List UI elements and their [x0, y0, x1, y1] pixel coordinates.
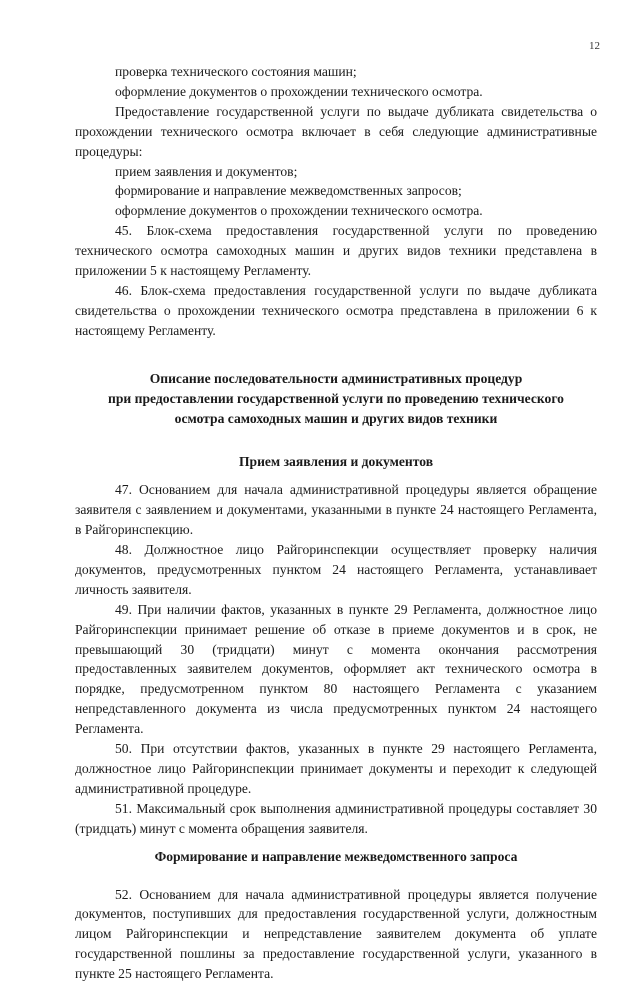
duplicate-item-3: оформление документов о прохождении технического осмотра. [115, 203, 483, 219]
paragraph-48: 48. Должностное лицо Райгоринспекции осуществляет проверку наличия документов, предусмотренных пунктом 24 настоящего Регламента, устанавливает личность заявителя. [75, 542, 597, 597]
intro-line-1: проверка технического состояния машин; [115, 64, 357, 79]
duplicate-item-1: прием заявления и документов; [115, 163, 298, 179]
duplicate-item-2: формирование и направление межведомственных запросов; [115, 183, 462, 199]
paragraph-52: 52. Основанием для начала административной процедуры является получение документов, поступивших для предоставления государственной услуги, должностным лицом Райгоринспекции и непредставление заявителем документа об уплате государственной пошлины за предоставление государственной услуги, указанного в пункте 25 настоящего Регламента. [75, 886, 597, 982]
document-body [75, 62, 597, 984]
paragraph-45: 45. Блок-схема предоставления государственной услуги по проведению технического осмотра самоходных машин и других видов техники представлена в приложении 5 к настоящему Регламенту. [75, 223, 597, 279]
intro-line-2: оформление документов о прохождении технического осмотра. [115, 83, 483, 99]
section-title-line-1: Описание последовательности административных процедур [149, 370, 523, 386]
paragraph-49: 49. При наличии фактов, указанных в пункте 29 Регламента, должностное лицо Райгоринспекции принимает решение об отказе в приеме документов и в срок, не превышающий 30 (тридцати) минут с момента окончания рассмотрения предоставленных заявителем документов, оформляет акт технического осмотра в порядке, предусмотренном пунктом 80 настоящего Регламента с указанием непредставленного документа из числа предусмотренных пунктом 24 настоящего Регламента. [75, 601, 597, 737]
paragraph-duplicate: Предоставление государственной услуги по выдаче дубликата свидетельства о прохождении технического осмотра включает в себя следующие административные процедуры: [75, 103, 597, 159]
section-title-line-2: при предоставлении государственной услуги по проведению технического [108, 390, 564, 406]
paragraph-50: 50. При отсутствии фактов, указанных в пункте 29 настоящего Регламента, должностное лицо Райгоринспекции принимает документы и переходит к следующей административной процедуре. [75, 741, 597, 796]
paragraph-47: 47. Основанием для начала административной процедуры является обращение заявителя с заявлением и документами, указанными в пункте 24 настоящего Регламента, в Райгоринспекцию. [75, 482, 597, 538]
subsection-title-interagency: Формирование и направление межведомственного запроса [154, 848, 518, 864]
section-title [75, 369, 597, 429]
paragraph-46: 46. Блок-схема предоставления государственной услуги по выдаче дубликата свидетельства о прохождении технического осмотра представлена в приложении 6 к настоящему Регламенту. [75, 282, 597, 338]
page-number: 12 [589, 40, 600, 52]
subsection-title-reception: Прием заявления и документов [238, 454, 434, 470]
paragraph-51: 51. Максимальный срок выполнения административной процедуры составляет 30 (тридцать) минут с момента обращения заявителя. [75, 800, 597, 836]
section-title-line-3: осмотра самоходных машин и других видов техники [174, 410, 498, 426]
